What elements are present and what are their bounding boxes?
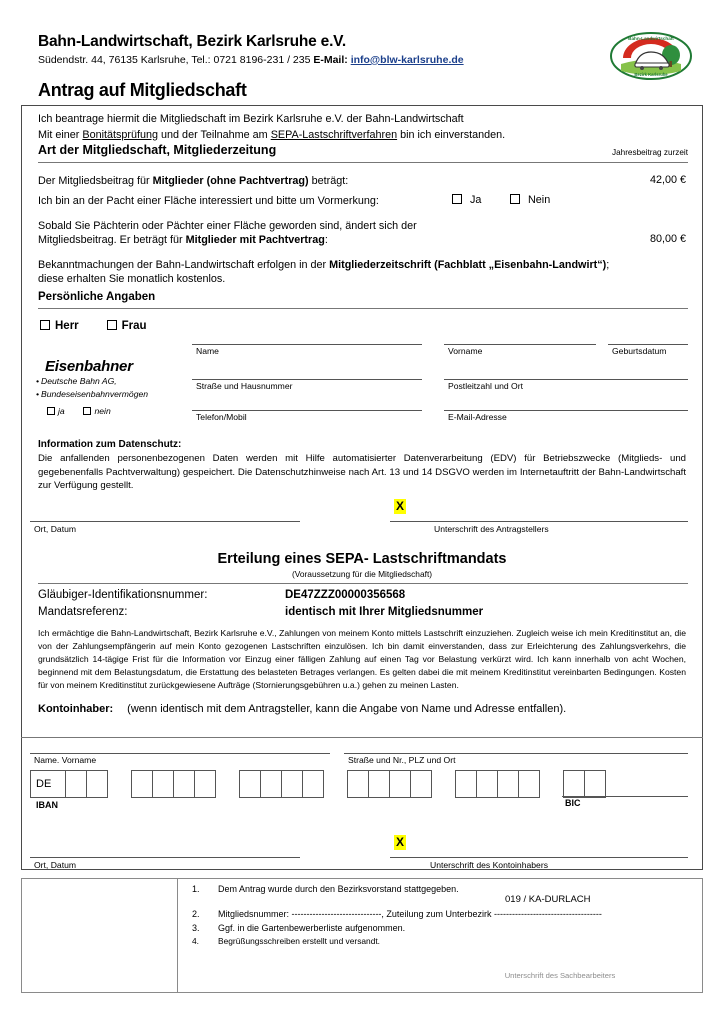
intro-line-2 (38, 128, 678, 144)
lease-interest-no-option (510, 193, 550, 209)
fee-row-without-lease (38, 174, 348, 190)
iban-char-box[interactable] (302, 770, 324, 798)
admin-item-number: 2. (192, 908, 200, 919)
telefon-field-line[interactable] (192, 410, 422, 411)
organization-address: Südendstr. 44, 76135 Karlsruhe, Tel.: 0721 8196-231 / 235 (38, 53, 314, 66)
fee-row3-part2: : (324, 234, 328, 246)
signature-label-account-holder: Unterschrift des Kontoinhabers (430, 860, 548, 870)
iban-group-5[interactable] (456, 770, 540, 798)
employer-no-label: nein (94, 406, 111, 416)
admin-item (192, 884, 692, 895)
account-name-line[interactable] (30, 753, 330, 754)
membership-section-rule (38, 162, 688, 163)
iban-char-box[interactable] (65, 770, 87, 798)
iban-char-box[interactable] (497, 770, 519, 798)
account-address-line[interactable] (344, 753, 688, 754)
account-holder-label: Kontoinhaber: (38, 703, 114, 715)
magazine-bold: Mitgliederzeitschrift (Fachblatt „Eisenbahn-Landwirt“) (329, 259, 607, 271)
intro-line2-part1: Mit einer (38, 128, 83, 141)
iban-char-box[interactable] (86, 770, 108, 798)
employer-bev-label: Bundeseisenbahnvermögen (41, 388, 149, 399)
lease-fee-note-line2 (38, 233, 328, 249)
admin-item (192, 923, 692, 934)
plz-ort-field-label: Postleitzahl und Ort (448, 381, 523, 391)
email-link[interactable]: info@blw-karlsruhe.de (350, 53, 464, 66)
iban-char-box[interactable] (389, 770, 411, 798)
admin-item-number: 3. (192, 922, 200, 933)
name-field-line[interactable] (192, 344, 422, 345)
account-address-label: Straße und Nr., PLZ und Ort (348, 755, 456, 765)
signature-marker-account-holder: X (396, 835, 405, 849)
frau-checkbox[interactable] (107, 320, 117, 330)
admin-item (192, 936, 692, 946)
membership-section-title: Art der Mitgliedschaft, Mitgliederzeitung (38, 143, 277, 157)
email-label: E-Mail: (313, 53, 348, 66)
signature-label-applicant: Unterschrift des Antragstellers (434, 524, 549, 534)
lease-interest-yes-option (452, 193, 481, 209)
strasse-field-line[interactable] (192, 379, 422, 380)
magazine-note-line2: diese erhalten Sie monatlich kostenlos. (38, 273, 226, 285)
geburtsdatum-field-label: Geburtsdatum (612, 346, 667, 356)
telefon-field-label: Telefon/Mobil (196, 412, 247, 422)
unterbezirk-code: 019 / KA-DURLACH (505, 894, 591, 905)
plz-ort-field-line[interactable] (444, 379, 688, 380)
lease-yes-label: Ja (470, 194, 482, 206)
sepa-term: SEPA-Lastschriftverfahren (270, 128, 398, 141)
lease-fee-note-line1: Sobald Sie Pächterin oder Pächter einer Fläche geworden sind, ändert sich der (38, 220, 417, 232)
intro-line-1: Ich beantrage hiermit die Mitgliedschaft im Bezirk Karlsruhe e.V. der Bahn-Landwirtschaft (38, 113, 464, 125)
lease-no-label: Nein (528, 194, 551, 206)
sepa-legal-text: Ich ermächtige die Bahn-Landwirtschaft, Bezirk Karlsruhe e.V., Zahlungen von meinem Konto mittels Lastschrift einzuziehen. Zugleich weise ich mein Kreditinstitut an, die von der Zahlungsempfängerin auf mein Konto gezogenen Lastschriften einzulösen. Ich bin damit einverstanden, dass zur Erleichterung des Zahlungsverkehrs, die grundsätzlich 14-tägige Frist für die Information vor Einzug einer fälligen Zahlung auf einen Tag vor Belastung verkürzt wird. Ich kann innerhalb von acht Wochen, beginnend mit dem Belastungsdatum, die Erstattung des belasteten Betrages verlangen. Es gelten dabei die mit meinem Kreditinstitut vereinbarten Bedingungen. Kosten für von meinem Kreditinstitut zurückgewiesene Aufträge (Stornierungsgebühren u.a.) gehen zu meinen Lasten. (38, 628, 686, 690)
personal-section-title: Persönliche Angaben (38, 291, 156, 303)
email-field-line[interactable] (444, 410, 688, 411)
svg-text:Bahn-Landwirtschaft: Bahn-Landwirtschaft (628, 36, 674, 41)
intro-text (38, 112, 678, 143)
fee-row3-part1: Mitgliedsbeitrag. Er beträgt für (38, 234, 186, 246)
iban-group-4[interactable] (348, 770, 432, 798)
iban-char-box[interactable] (584, 770, 606, 798)
iban-char-box[interactable] (518, 770, 540, 798)
employer-db-label: Deutsche Bahn AG, (41, 376, 117, 386)
iban-char-box[interactable] (455, 770, 477, 798)
vorname-field-label: Vorname (448, 346, 483, 356)
admin-item-number: 4. (192, 936, 199, 947)
bic-label: BIC (565, 798, 581, 808)
ort-datum-line-applicant[interactable] (30, 521, 300, 522)
account-holder-row (38, 703, 566, 715)
mandate-reference-value: identisch mit Ihrer Mitgliedsnummer (285, 606, 484, 618)
sepa-section-rule (38, 583, 688, 584)
iban-group-6[interactable] (564, 770, 606, 798)
iban-group-3[interactable] (240, 770, 324, 798)
account-section-rule (21, 737, 703, 738)
iban-group-2[interactable] (132, 770, 216, 798)
employer-yes-no-group (47, 406, 111, 416)
svg-text:Bezirk Karlsruhe: Bezirk Karlsruhe (634, 72, 668, 77)
admin-item-text: Begrüßungsschreiben erstellt und versandt. (218, 936, 381, 947)
account-name-label: Name. Vorname (34, 755, 97, 765)
clerk-signature-label: Unterschrift des Sachbearbeiters (504, 971, 616, 980)
page-title: Antrag auf Mitgliedschaft (38, 80, 247, 100)
iban-char-box[interactable] (476, 770, 498, 798)
eisenbahner-heading: Eisenbahner (45, 358, 133, 375)
lease-no-checkbox[interactable] (510, 194, 520, 204)
iban-group-1[interactable] (30, 770, 108, 798)
admin-checklist (192, 884, 692, 949)
strasse-field-label: Straße und Hausnummer (196, 381, 293, 391)
fee-amount-with-lease: 80,00 € (649, 233, 686, 245)
employer-item-bev: • Bundeseisenbahnvermögen (36, 388, 149, 399)
iban-char-box[interactable] (173, 770, 195, 798)
signature-line-applicant[interactable] (390, 521, 688, 522)
iban-char-box[interactable] (368, 770, 390, 798)
account-holder-note: (wenn identisch mit dem Antragsteller, kann die Angabe von Name und Adresse entfallen). (127, 703, 567, 715)
organization-contact (38, 54, 688, 66)
admin-item-text: Dem Antrag wurde durch den Bezirksvorstand stattgegeben. (218, 884, 459, 894)
salutation-group (40, 320, 147, 332)
iban-label: IBAN (36, 800, 58, 810)
employer-item-db: • Deutsche Bahn AG, (36, 376, 117, 386)
iban-char-box[interactable] (260, 770, 282, 798)
personal-section-rule (38, 308, 688, 309)
vorname-field-line[interactable] (444, 344, 596, 345)
employer-list (36, 375, 148, 401)
admin-item-text: Mitgliedsnummer: ------------------------------, Zuteilung zum Unterbezirk ------------------------------------ (218, 908, 602, 919)
frau-label: Frau (121, 320, 147, 332)
privacy-title: Information zum Datenschutz: (38, 439, 182, 450)
magazine-part1: Bekanntmachungen der Bahn-Landwirtschaft erfolgen in der (38, 259, 330, 271)
fee-row1-part2: beträgt: (308, 175, 349, 187)
iban-char-box[interactable] (347, 770, 369, 798)
fee-row3-bold: Mitglieder mit Pachtvertrag (185, 234, 325, 246)
ort-datum-label-account-holder: Ort, Datum (34, 860, 77, 870)
iban-char-box[interactable] (152, 770, 174, 798)
intro-line2-part3: bin ich einverstanden. (397, 128, 506, 141)
admin-section-divider (177, 878, 178, 993)
intro-line2-part2: und der Teilnahme am (158, 128, 271, 141)
employer-no-checkbox[interactable] (83, 407, 91, 415)
admin-item-text: Ggf. in die Gartenbewerberliste aufgenommen. (218, 922, 406, 933)
email-field-label: E-Mail-Adresse (448, 412, 507, 422)
iban-country-prefix: DE (30, 770, 66, 798)
admin-item-number: 1. (192, 884, 200, 894)
fee-amount-without-lease: 42,00 € (649, 174, 686, 186)
iban-char-box[interactable] (281, 770, 303, 798)
organization-name: Bahn-Landwirtschaft, Bezirk Karlsruhe e.V. (38, 33, 347, 50)
sepa-section-subtitle: (Voraussetzung für die Mitgliedschaft) (291, 569, 433, 579)
sepa-section-title: Erteilung eines SEPA- Lastschriftmandats (217, 551, 507, 567)
iban-char-box[interactable] (239, 770, 261, 798)
letterhead (38, 33, 688, 66)
fee-row1-bold: Mitglieder (ohne Pachtvertrag) (152, 175, 309, 187)
employer-yes-checkbox[interactable] (47, 407, 55, 415)
lease-yes-checkbox[interactable] (452, 194, 462, 204)
admin-item (192, 909, 692, 920)
employer-yes-label: ja (58, 406, 65, 416)
iban-char-box[interactable] (563, 770, 585, 798)
iban-char-box[interactable] (131, 770, 153, 798)
geburtsdatum-field-line[interactable] (608, 344, 688, 345)
bonitaetspruefung-term: Bonitätsprüfung (82, 128, 159, 141)
lease-interest-question: Ich bin an der Pacht einer Fläche interessiert und bitte um Vormerkung: (38, 195, 379, 207)
privacy-body: Die anfallenden personenbezogenen Daten werden mit Hilfe automatisierter Datenverarbeitung (EDV) für Betriebszwecke (Mitglieds- und gegebenenfalls Pachtverwaltung) gespeichert. Die Datenschutzhinweise nach Art. 13 und 14 DSGVO werden im Internetauftritt der Bahn-Landwirtschaft zur Verfügung gestellt. (38, 453, 686, 492)
creditor-id-value: DE47ZZZ00000356568 (285, 589, 406, 601)
creditor-id-label: Gläubiger-Identifikationsnummer: (38, 589, 208, 601)
magazine-part2: ; (606, 259, 610, 271)
signature-line-account-holder[interactable] (390, 857, 688, 858)
iban-char-box[interactable] (194, 770, 216, 798)
herr-checkbox[interactable] (40, 320, 50, 330)
iban-char-box[interactable] (410, 770, 432, 798)
fee-row1-part1: Der Mitgliedsbeitrag für (38, 175, 153, 187)
bahn-landwirtschaft-logo (609, 31, 693, 81)
ort-datum-line-account-holder[interactable] (30, 857, 300, 858)
ort-datum-label-applicant: Ort, Datum (34, 524, 77, 534)
mandate-reference-label: Mandatsreferenz: (38, 606, 128, 618)
herr-label: Herr (55, 320, 79, 332)
signature-marker-applicant: X (396, 499, 405, 513)
name-field-label: Name (196, 346, 219, 356)
bic-line[interactable] (562, 796, 688, 797)
fee-column-label: Jahresbeitrag zurzeit (612, 148, 688, 157)
